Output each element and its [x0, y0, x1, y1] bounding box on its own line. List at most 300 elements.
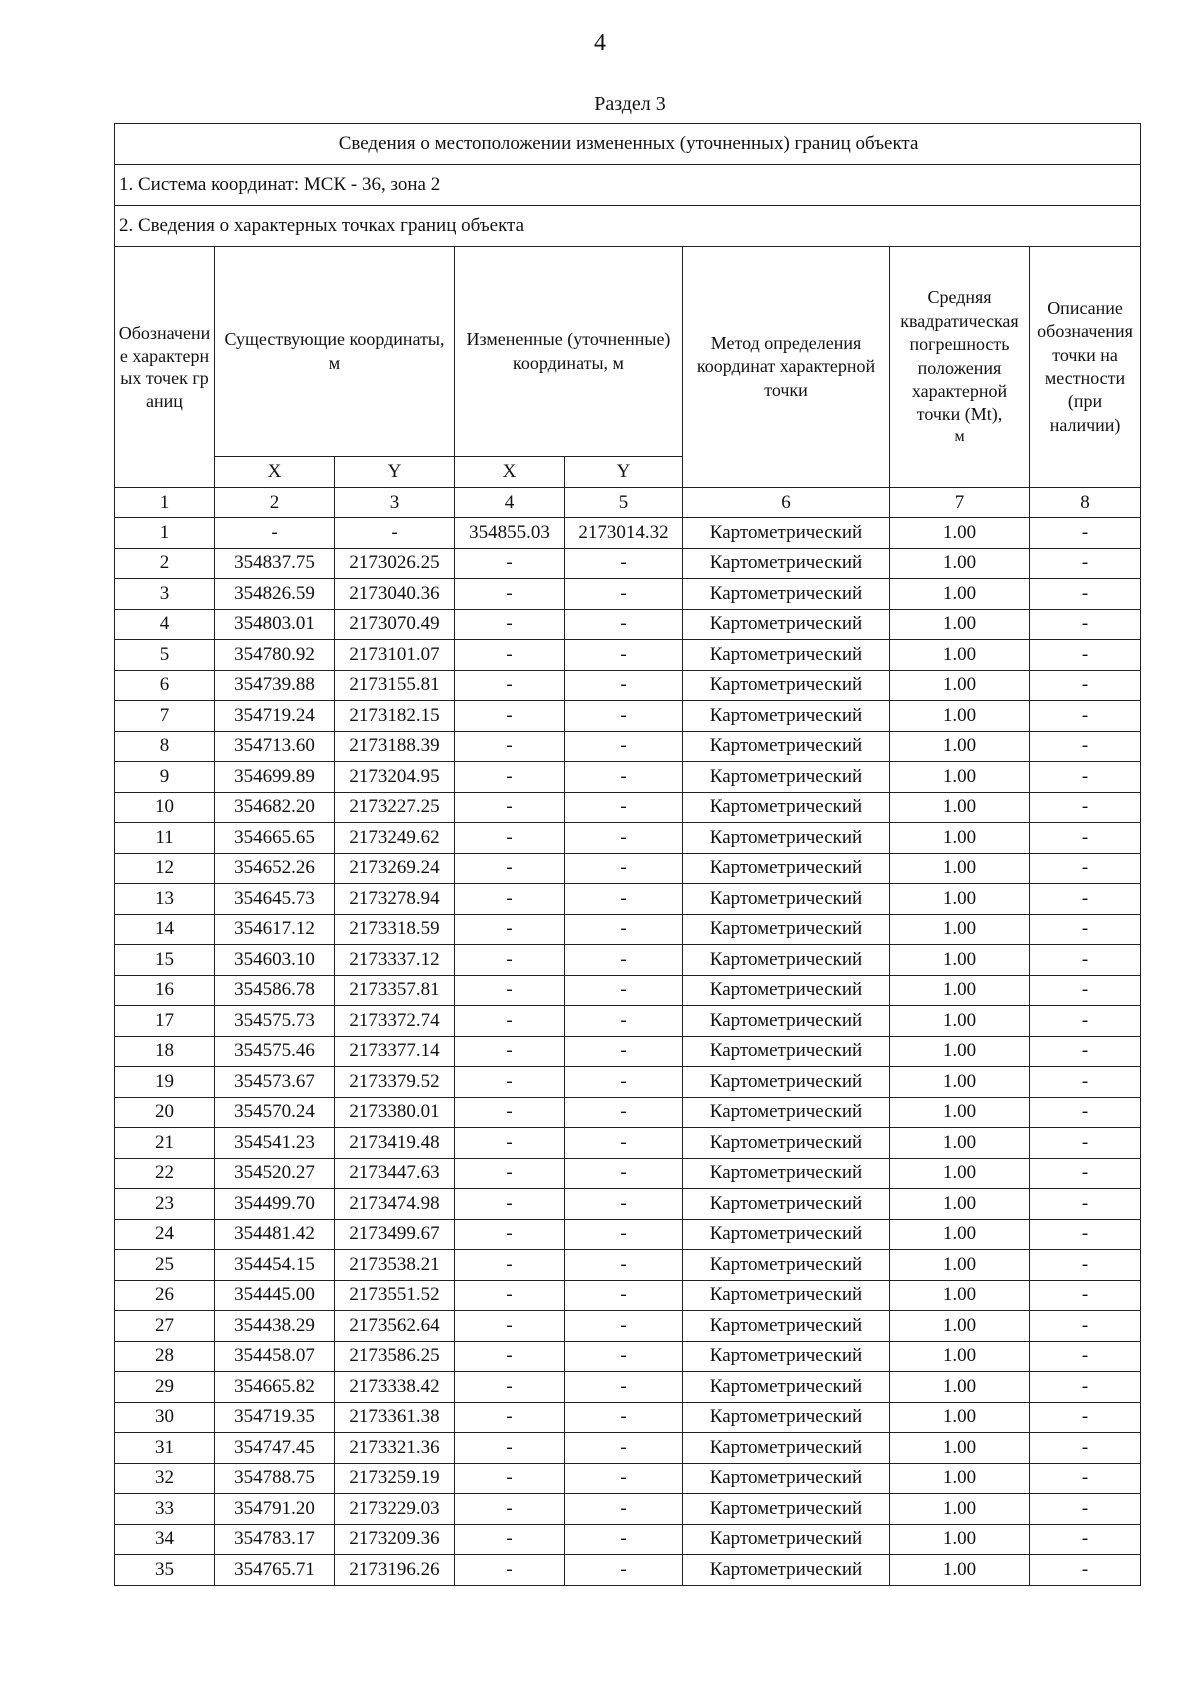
cell-accuracy: 1.00: [890, 1036, 1030, 1067]
column-number: 6: [683, 488, 890, 518]
column-number: 1: [115, 488, 215, 518]
cell-existing-x: 354765.71: [215, 1555, 335, 1586]
cell-changed-y: -: [565, 609, 683, 640]
cell-changed-y: -: [565, 701, 683, 732]
cell-existing-x: 354575.73: [215, 1006, 335, 1037]
cell-changed-x: -: [455, 762, 565, 793]
table-row: [115, 1402, 1141, 1433]
cell-point-number: 1: [115, 518, 215, 549]
cell-point-number: 20: [115, 1097, 215, 1128]
cell-changed-x: -: [455, 640, 565, 671]
cell-existing-x: 354803.01: [215, 609, 335, 640]
cell-point-number: 30: [115, 1402, 215, 1433]
cell-existing-y: 2173474.98: [335, 1189, 455, 1220]
cell-existing-y: 2173204.95: [335, 762, 455, 793]
cell-method: Картометрический: [683, 762, 890, 793]
cell-existing-x: 354573.67: [215, 1067, 335, 1098]
cell-method: Картометрический: [683, 1494, 890, 1525]
cell-changed-x: -: [455, 1250, 565, 1281]
cell-changed-y: 2173014.32: [565, 518, 683, 549]
table-row: [115, 1036, 1141, 1067]
cell-method: Картометрический: [683, 579, 890, 610]
page-number: 4: [594, 30, 606, 56]
cell-method: Картометрический: [683, 1402, 890, 1433]
cell-existing-y: 2173357.81: [335, 975, 455, 1006]
subheader-changed-x: X: [455, 457, 565, 488]
cell-description: -: [1030, 548, 1141, 579]
cell-existing-y: 2173259.19: [335, 1463, 455, 1494]
header-description: Описание обозначения точки на местности (при наличии): [1030, 247, 1141, 488]
cell-changed-y: -: [565, 1250, 683, 1281]
cell-method: Картометрический: [683, 823, 890, 854]
cell-existing-x: 354586.78: [215, 975, 335, 1006]
cell-description: -: [1030, 640, 1141, 671]
cell-changed-y: -: [565, 1524, 683, 1555]
table-row: [115, 1219, 1141, 1250]
cell-existing-x: 354603.10: [215, 945, 335, 976]
cell-changed-x: -: [455, 579, 565, 610]
cell-point-number: 35: [115, 1555, 215, 1586]
cell-accuracy: 1.00: [890, 1433, 1030, 1464]
cell-accuracy: 1.00: [890, 1097, 1030, 1128]
cell-existing-x: 354665.65: [215, 823, 335, 854]
cell-method: Картометрический: [683, 670, 890, 701]
cell-existing-y: 2173070.49: [335, 609, 455, 640]
cell-existing-y: 2173379.52: [335, 1067, 455, 1098]
cell-accuracy: 1.00: [890, 853, 1030, 884]
table-row: [115, 1097, 1141, 1128]
cell-changed-x: -: [455, 1463, 565, 1494]
cell-existing-y: 2173562.64: [335, 1311, 455, 1342]
cell-method: Картометрический: [683, 884, 890, 915]
cell-point-number: 23: [115, 1189, 215, 1220]
cell-existing-y: 2173538.21: [335, 1250, 455, 1281]
cell-point-number: 19: [115, 1067, 215, 1098]
cell-existing-x: 354747.45: [215, 1433, 335, 1464]
cell-accuracy: 1.00: [890, 762, 1030, 793]
table-row: [115, 518, 1141, 549]
column-number: 3: [335, 488, 455, 518]
cell-description: -: [1030, 701, 1141, 732]
cell-existing-x: 354780.92: [215, 640, 335, 671]
cell-accuracy: 1.00: [890, 1341, 1030, 1372]
cell-changed-x: -: [455, 1006, 565, 1037]
cell-changed-y: -: [565, 1006, 683, 1037]
cell-existing-x: 354699.89: [215, 762, 335, 793]
column-number: 2: [215, 488, 335, 518]
cell-description: -: [1030, 1463, 1141, 1494]
cell-accuracy: 1.00: [890, 579, 1030, 610]
cell-existing-x: 354575.46: [215, 1036, 335, 1067]
table-row: [115, 1433, 1141, 1464]
cell-method: Картометрический: [683, 518, 890, 549]
cell-existing-y: 2173551.52: [335, 1280, 455, 1311]
table-row: [115, 640, 1141, 671]
cell-method: Картометрический: [683, 1189, 890, 1220]
cell-method: Картометрический: [683, 1036, 890, 1067]
cell-existing-y: 2173278.94: [335, 884, 455, 915]
subheader-existing-y: Y: [335, 457, 455, 488]
cell-point-number: 21: [115, 1128, 215, 1159]
table-row: [115, 1372, 1141, 1403]
cell-accuracy: 1.00: [890, 884, 1030, 915]
cell-existing-y: 2173321.36: [335, 1433, 455, 1464]
table-title-row: [115, 124, 1141, 165]
cell-changed-y: -: [565, 1189, 683, 1220]
cell-changed-x: -: [455, 914, 565, 945]
cell-accuracy: 1.00: [890, 1250, 1030, 1281]
table-row: [115, 670, 1141, 701]
points-heading: 2. Сведения о характерных точках границ объекта: [115, 206, 1141, 247]
cell-point-number: 14: [115, 914, 215, 945]
cell-method: Картометрический: [683, 1463, 890, 1494]
cell-existing-y: 2173026.25: [335, 548, 455, 579]
cell-description: -: [1030, 762, 1141, 793]
cell-changed-y: -: [565, 1341, 683, 1372]
cell-description: -: [1030, 1524, 1141, 1555]
cell-accuracy: 1.00: [890, 640, 1030, 671]
table-row: [115, 884, 1141, 915]
column-number: 5: [565, 488, 683, 518]
cell-changed-y: -: [565, 975, 683, 1006]
cell-description: -: [1030, 945, 1141, 976]
cell-description: -: [1030, 884, 1141, 915]
cell-description: -: [1030, 670, 1141, 701]
cell-point-number: 33: [115, 1494, 215, 1525]
cell-changed-y: -: [565, 1555, 683, 1586]
table-row: [115, 701, 1141, 732]
cell-method: Картометрический: [683, 640, 890, 671]
cell-existing-x: 354645.73: [215, 884, 335, 915]
cell-changed-x: -: [455, 1219, 565, 1250]
cell-changed-x: -: [455, 975, 565, 1006]
cell-changed-y: -: [565, 1402, 683, 1433]
cell-accuracy: 1.00: [890, 518, 1030, 549]
cell-method: Картометрический: [683, 945, 890, 976]
cell-description: -: [1030, 1097, 1141, 1128]
cell-existing-y: 2173318.59: [335, 914, 455, 945]
cell-point-number: 5: [115, 640, 215, 671]
table-row: [115, 1555, 1141, 1586]
cell-accuracy: 1.00: [890, 1524, 1030, 1555]
cell-existing-x: 354445.00: [215, 1280, 335, 1311]
cell-description: -: [1030, 1311, 1141, 1342]
cell-method: Картометрический: [683, 1128, 890, 1159]
cell-changed-x: -: [455, 1524, 565, 1555]
cell-method: Картометрический: [683, 1555, 890, 1586]
table-row: [115, 1250, 1141, 1281]
cell-changed-x: -: [455, 1494, 565, 1525]
subheader-changed-y: Y: [565, 457, 683, 488]
cell-changed-y: -: [565, 1067, 683, 1098]
column-number: 7: [890, 488, 1030, 518]
cell-changed-y: -: [565, 579, 683, 610]
cell-accuracy: 1.00: [890, 1189, 1030, 1220]
cell-accuracy: 1.00: [890, 609, 1030, 640]
coord-system: 1. Система координат: МСК - 36, зона 2: [115, 165, 1141, 206]
cell-existing-x: 354713.60: [215, 731, 335, 762]
cell-changed-x: -: [455, 1433, 565, 1464]
cell-description: -: [1030, 1219, 1141, 1250]
cell-changed-x: -: [455, 1067, 565, 1098]
cell-description: -: [1030, 914, 1141, 945]
coord-system-row: [115, 165, 1141, 206]
cell-description: -: [1030, 1128, 1141, 1159]
cell-existing-x: 354719.35: [215, 1402, 335, 1433]
table-row: [115, 1311, 1141, 1342]
cell-accuracy: 1.00: [890, 1311, 1030, 1342]
cell-existing-x: 354783.17: [215, 1524, 335, 1555]
cell-method: Картометрический: [683, 701, 890, 732]
cell-changed-y: -: [565, 548, 683, 579]
table-row: [115, 762, 1141, 793]
cell-existing-x: -: [215, 518, 335, 549]
cell-existing-y: 2173182.15: [335, 701, 455, 732]
cell-changed-y: -: [565, 1097, 683, 1128]
cell-point-number: 6: [115, 670, 215, 701]
cell-accuracy: 1.00: [890, 731, 1030, 762]
cell-point-number: 4: [115, 609, 215, 640]
table-row: [115, 731, 1141, 762]
cell-point-number: 13: [115, 884, 215, 915]
cell-changed-x: -: [455, 1555, 565, 1586]
cell-description: -: [1030, 1189, 1141, 1220]
cell-accuracy: 1.00: [890, 701, 1030, 732]
cell-changed-x: -: [455, 731, 565, 762]
cell-changed-y: -: [565, 1311, 683, 1342]
table-row: [115, 975, 1141, 1006]
cell-point-number: 11: [115, 823, 215, 854]
cell-existing-y: 2173209.36: [335, 1524, 455, 1555]
cell-existing-x: 354791.20: [215, 1494, 335, 1525]
cell-method: Картометрический: [683, 853, 890, 884]
table-row: [115, 609, 1141, 640]
cell-method: Картометрический: [683, 1006, 890, 1037]
cell-existing-y: 2173101.07: [335, 640, 455, 671]
cell-method: Картометрический: [683, 1341, 890, 1372]
cell-existing-x: 354682.20: [215, 792, 335, 823]
cell-existing-y: 2173249.62: [335, 823, 455, 854]
cell-existing-x: 354826.59: [215, 579, 335, 610]
cell-existing-y: 2173337.12: [335, 945, 455, 976]
cell-changed-y: -: [565, 853, 683, 884]
cell-accuracy: 1.00: [890, 1128, 1030, 1159]
points-heading-row: [115, 206, 1141, 247]
header-changed-coords: Измененные (уточненные) координаты, м: [455, 247, 683, 457]
cell-method: Картометрический: [683, 548, 890, 579]
cell-description: -: [1030, 853, 1141, 884]
cell-changed-x: 354855.03: [455, 518, 565, 549]
cell-accuracy: 1.00: [890, 1219, 1030, 1250]
cell-existing-y: 2173361.38: [335, 1402, 455, 1433]
cell-point-number: 24: [115, 1219, 215, 1250]
subheader-existing-x: X: [215, 457, 335, 488]
cell-existing-x: 354652.26: [215, 853, 335, 884]
section-title: Раздел 3: [594, 93, 666, 115]
cell-changed-y: -: [565, 1158, 683, 1189]
cell-point-number: 26: [115, 1280, 215, 1311]
cell-changed-x: -: [455, 1402, 565, 1433]
cell-changed-x: -: [455, 1128, 565, 1159]
cell-description: -: [1030, 518, 1141, 549]
cell-existing-x: 354454.15: [215, 1250, 335, 1281]
cell-existing-x: 354617.12: [215, 914, 335, 945]
cell-existing-x: 354458.07: [215, 1341, 335, 1372]
cell-point-number: 25: [115, 1250, 215, 1281]
cell-accuracy: 1.00: [890, 670, 1030, 701]
cell-point-number: 7: [115, 701, 215, 732]
cell-method: Картометрический: [683, 1219, 890, 1250]
cell-method: Картометрический: [683, 1097, 890, 1128]
cell-accuracy: 1.00: [890, 1463, 1030, 1494]
table-row: [115, 853, 1141, 884]
cell-description: -: [1030, 1372, 1141, 1403]
table-row: [115, 1494, 1141, 1525]
cell-method: Картометрический: [683, 1372, 890, 1403]
cell-changed-y: -: [565, 792, 683, 823]
cell-changed-y: -: [565, 731, 683, 762]
cell-changed-y: -: [565, 1433, 683, 1464]
cell-point-number: 8: [115, 731, 215, 762]
cell-point-number: 3: [115, 579, 215, 610]
cell-changed-y: -: [565, 762, 683, 793]
cell-point-number: 29: [115, 1372, 215, 1403]
cell-existing-x: 354788.75: [215, 1463, 335, 1494]
cell-changed-x: -: [455, 823, 565, 854]
cell-point-number: 32: [115, 1463, 215, 1494]
header-existing-coords: Существующие координаты, м: [215, 247, 455, 457]
cell-changed-y: -: [565, 640, 683, 671]
table-row: [115, 914, 1141, 945]
cell-existing-y: 2173229.03: [335, 1494, 455, 1525]
cell-accuracy: 1.00: [890, 823, 1030, 854]
cell-existing-x: 354541.23: [215, 1128, 335, 1159]
cell-existing-x: 354438.29: [215, 1311, 335, 1342]
cell-point-number: 27: [115, 1311, 215, 1342]
cell-method: Картометрический: [683, 1524, 890, 1555]
cell-existing-x: 354739.88: [215, 670, 335, 701]
column-numbers-row: [115, 488, 1141, 518]
cell-description: -: [1030, 1067, 1141, 1098]
cell-existing-x: 354837.75: [215, 548, 335, 579]
cell-existing-y: 2173499.67: [335, 1219, 455, 1250]
cell-point-number: 16: [115, 975, 215, 1006]
cell-existing-y: 2173372.74: [335, 1006, 455, 1037]
cell-description: -: [1030, 1006, 1141, 1037]
cell-existing-y: -: [335, 518, 455, 549]
header-accuracy: [890, 247, 1030, 488]
cell-point-number: 15: [115, 945, 215, 976]
cell-existing-y: 2173155.81: [335, 670, 455, 701]
cell-changed-y: -: [565, 945, 683, 976]
cell-point-number: 17: [115, 1006, 215, 1037]
cell-changed-x: -: [455, 884, 565, 915]
cell-method: Картометрический: [683, 1311, 890, 1342]
cell-accuracy: 1.00: [890, 975, 1030, 1006]
header-row: [115, 247, 1141, 457]
cell-description: -: [1030, 1280, 1141, 1311]
cell-method: Картометрический: [683, 914, 890, 945]
cell-existing-x: 354520.27: [215, 1158, 335, 1189]
cell-changed-x: -: [455, 1311, 565, 1342]
cell-point-number: 9: [115, 762, 215, 793]
cell-description: -: [1030, 792, 1141, 823]
cell-changed-x: -: [455, 1036, 565, 1067]
cell-existing-y: 2173447.63: [335, 1158, 455, 1189]
cell-existing-x: 354481.42: [215, 1219, 335, 1250]
cell-accuracy: 1.00: [890, 1158, 1030, 1189]
cell-existing-y: 2173586.25: [335, 1341, 455, 1372]
table-title: Сведения о местоположении измененных (уточненных) границ объекта: [115, 124, 1141, 165]
cell-description: -: [1030, 609, 1141, 640]
cell-description: -: [1030, 975, 1141, 1006]
cell-existing-y: 2173227.25: [335, 792, 455, 823]
cell-method: Картометрический: [683, 792, 890, 823]
cell-point-number: 22: [115, 1158, 215, 1189]
cell-changed-x: -: [455, 945, 565, 976]
cell-existing-y: 2173040.36: [335, 579, 455, 610]
cell-description: -: [1030, 1158, 1141, 1189]
cell-changed-x: -: [455, 1097, 565, 1128]
cell-existing-y: 2173338.42: [335, 1372, 455, 1403]
cell-method: Картометрический: [683, 1280, 890, 1311]
table-row: [115, 1158, 1141, 1189]
header-accuracy-text: Средняя квадратическая погрешность положения характерной точки (Mt),: [900, 287, 1019, 425]
cell-existing-y: 2173419.48: [335, 1128, 455, 1159]
cell-point-number: 2: [115, 548, 215, 579]
cell-description: -: [1030, 731, 1141, 762]
cell-changed-x: -: [455, 701, 565, 732]
cell-existing-x: 354665.82: [215, 1372, 335, 1403]
cell-changed-y: -: [565, 884, 683, 915]
cell-point-number: 18: [115, 1036, 215, 1067]
cell-accuracy: 1.00: [890, 1280, 1030, 1311]
table-row: [115, 548, 1141, 579]
cell-changed-y: -: [565, 1219, 683, 1250]
cell-accuracy: 1.00: [890, 945, 1030, 976]
cell-description: -: [1030, 579, 1141, 610]
table-row: [115, 945, 1141, 976]
cell-description: -: [1030, 1433, 1141, 1464]
cell-changed-x: -: [455, 853, 565, 884]
cell-description: -: [1030, 823, 1141, 854]
column-number: 4: [455, 488, 565, 518]
cell-method: Картометрический: [683, 975, 890, 1006]
cell-method: Картометрический: [683, 731, 890, 762]
cell-existing-x: 354719.24: [215, 701, 335, 732]
cell-existing-y: 2173196.26: [335, 1555, 455, 1586]
cell-method: Картометрический: [683, 1158, 890, 1189]
column-number: 8: [1030, 488, 1141, 518]
header-method: Метод определения координат характерной точки: [683, 247, 890, 488]
cell-accuracy: 1.00: [890, 914, 1030, 945]
cell-description: -: [1030, 1036, 1141, 1067]
cell-accuracy: 1.00: [890, 1067, 1030, 1098]
header-accuracy-unit: м: [954, 427, 965, 445]
cell-changed-y: -: [565, 1494, 683, 1525]
cell-point-number: 28: [115, 1341, 215, 1372]
cell-description: -: [1030, 1402, 1141, 1433]
cell-point-number: 10: [115, 792, 215, 823]
cell-changed-x: -: [455, 1280, 565, 1311]
cell-changed-y: -: [565, 1463, 683, 1494]
cell-changed-y: -: [565, 1036, 683, 1067]
table-row: [115, 1341, 1141, 1372]
cell-method: Картометрический: [683, 609, 890, 640]
table-row: [115, 579, 1141, 610]
cell-changed-x: -: [455, 1372, 565, 1403]
cell-accuracy: 1.00: [890, 1006, 1030, 1037]
